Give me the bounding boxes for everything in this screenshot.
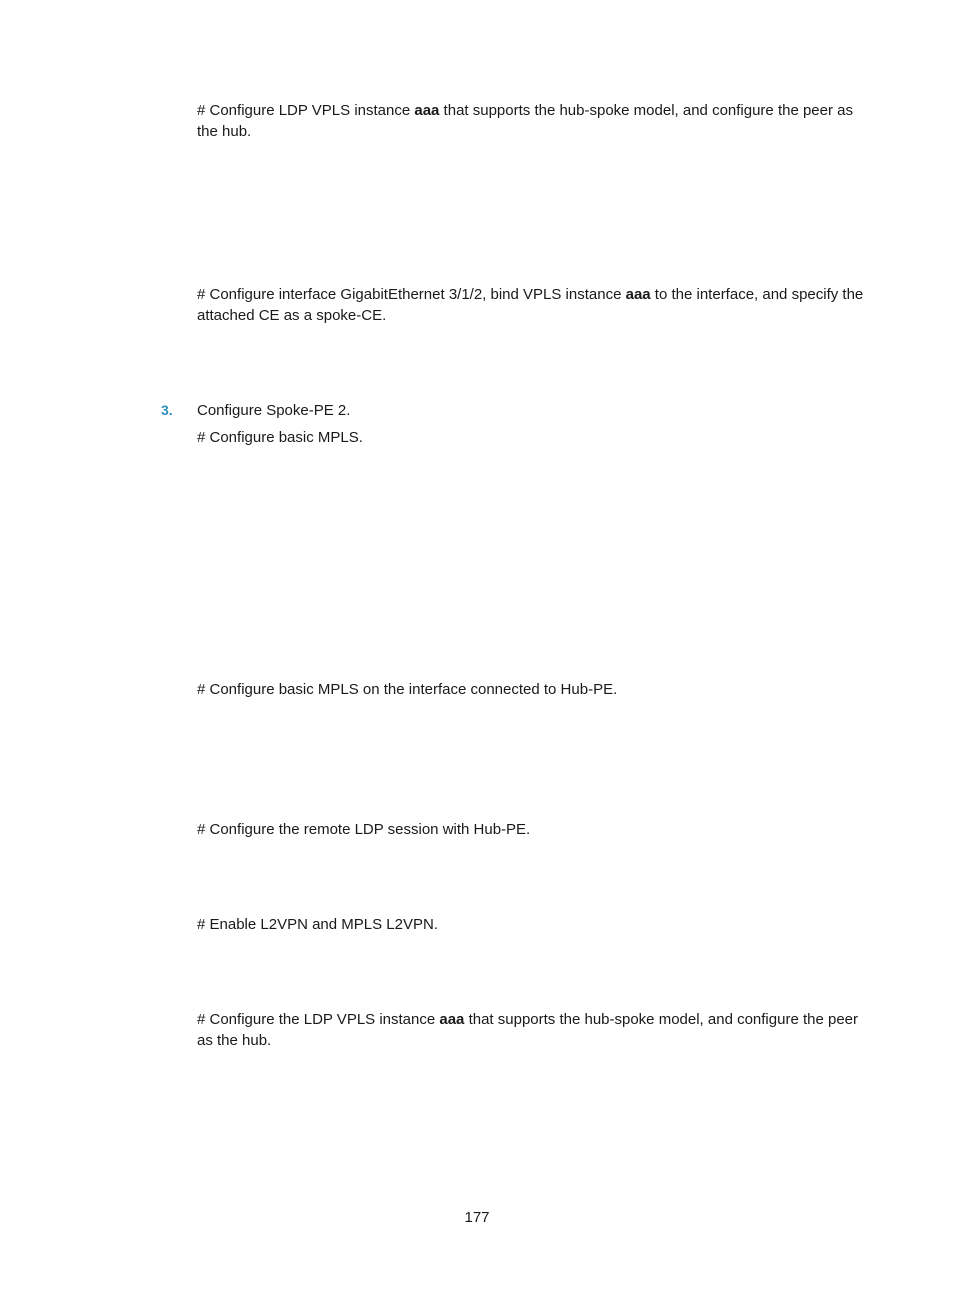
step-number: 3. [161,402,173,418]
instruction-remote-ldp: # Configure the remote LDP session with Hub-PE. [197,821,531,838]
instruction-basic-mpls: # Configure basic MPLS. [197,429,363,446]
instruction-mpls-interface: # Configure basic MPLS on the interface connected to Hub-PE. [197,681,618,698]
instance-name: aaa [414,102,440,119]
instruction-configure-vpls-hub: # Configure LDP VPLS instance aaa that supports the hub-spoke model, and configure the peer as the hub. [197,102,853,140]
page-number: 177 [464,1209,490,1226]
step-title: Configure Spoke-PE 2. [197,402,351,419]
instruction-enable-l2vpn: # Enable L2VPN and MPLS L2VPN. [197,916,438,933]
instance-name: aaa [439,1011,465,1028]
instruction-configure-interface: # Configure interface GigabitEthernet 3/1/2, bind VPLS instance aaa to the interface, and specify the attached CE as a spoke-CE. [197,286,864,324]
instruction-configure-vpls-hub-2: # Configure the LDP VPLS instance aaa that supports the hub-spoke model, and configure the peer as the hub. [197,1011,858,1049]
instance-name: aaa [625,286,651,303]
